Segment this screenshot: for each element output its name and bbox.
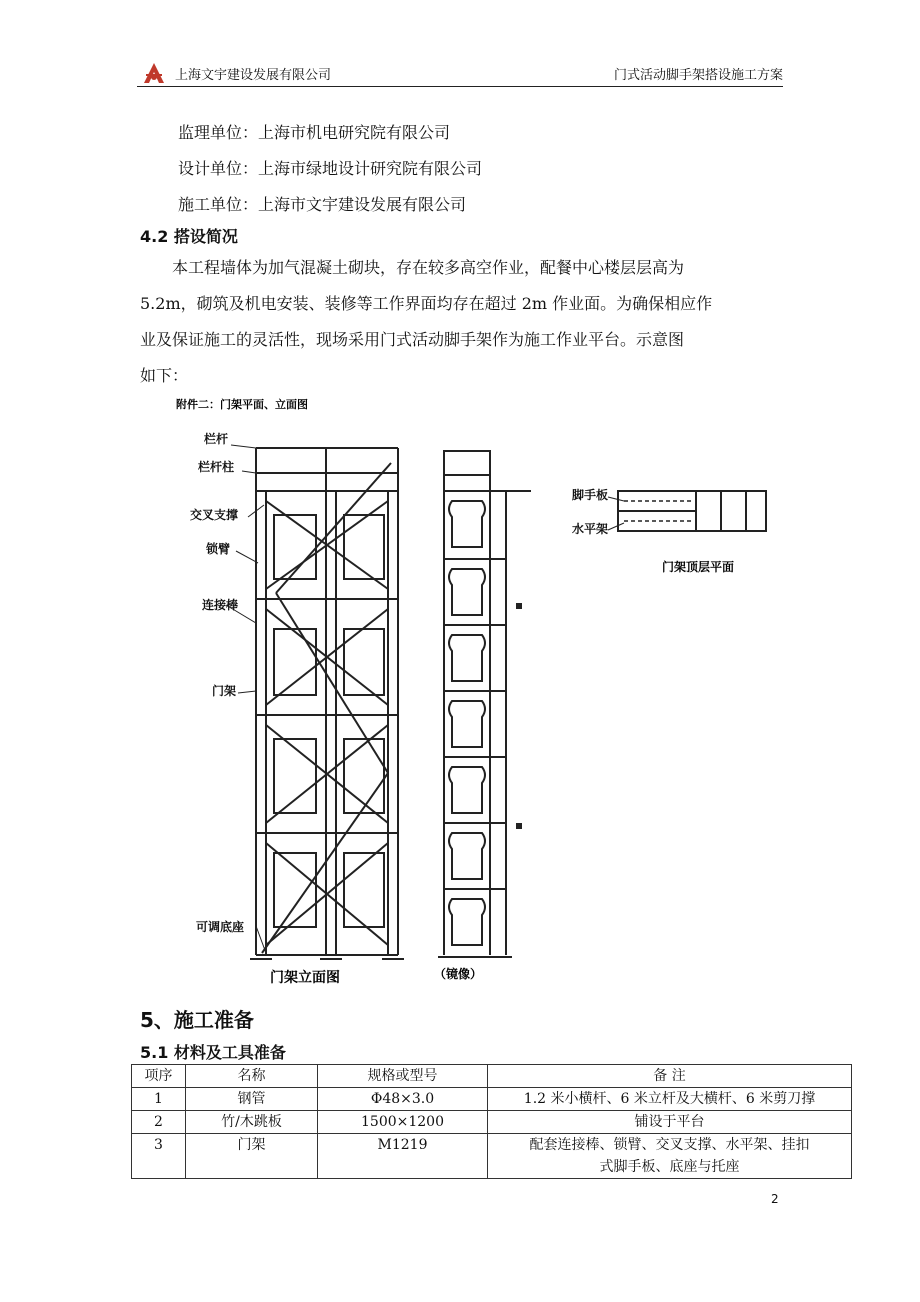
table-header-cell: 项序 bbox=[132, 1065, 186, 1088]
table-cell-spec: Φ48×3.0 bbox=[318, 1088, 488, 1111]
label-cross-brace: 交叉支撑 bbox=[190, 508, 239, 522]
plan-leaders bbox=[608, 497, 624, 530]
table-row bbox=[132, 1111, 852, 1134]
table-cell-name: 竹/木跳板 bbox=[186, 1111, 318, 1134]
table-header-cell: 规格或型号 bbox=[318, 1065, 488, 1088]
section-heading-5-1: 5.1 材料及工具准备 bbox=[140, 1043, 286, 1062]
label-horizontal-frame: 水平架 bbox=[572, 522, 609, 536]
scaffold-figure bbox=[176, 393, 776, 993]
figure-caption-top: 附件二：门架平面、立面图 bbox=[176, 398, 308, 411]
unit-label: 设计单位： bbox=[178, 159, 259, 178]
plan-view-drawing bbox=[618, 491, 766, 531]
section-heading-5: 5、施工准备 bbox=[140, 1008, 254, 1032]
table-cell-spec: 1500×1200 bbox=[318, 1111, 488, 1134]
label-scaffold-board: 脚手板 bbox=[572, 488, 609, 502]
unit-line-supervision bbox=[178, 120, 450, 143]
side-view-drawing bbox=[438, 451, 531, 957]
section-4-2-paragraph bbox=[140, 250, 780, 394]
mirror-caption: （镜像） bbox=[434, 967, 483, 981]
table-cell-no: 1 bbox=[132, 1088, 186, 1111]
table-cell-no: 2 bbox=[132, 1111, 186, 1134]
paragraph-line: 本工程墙体为加气混凝土砌块，存在较多高空作业，配餐中心楼层层高为 bbox=[172, 258, 685, 277]
company-logo-icon bbox=[142, 62, 166, 84]
table-cell-spec: M1219 bbox=[318, 1134, 488, 1179]
paragraph-line: 如下： bbox=[140, 366, 189, 385]
label-adjustable-base: 可调底座 bbox=[196, 920, 245, 934]
page-number: 2 bbox=[771, 1192, 779, 1206]
label-door-frame: 门架 bbox=[212, 684, 237, 698]
table-cell-note: 铺设于平台 bbox=[488, 1111, 852, 1134]
paragraph-line: 业及保证施工的灵活性，现场采用门式活动脚手架作为施工作业平台。示意图 bbox=[140, 330, 685, 349]
unit-line-design bbox=[178, 156, 482, 179]
elevation-drawing bbox=[250, 448, 404, 959]
page-header bbox=[137, 60, 783, 87]
table-cell-name: 钢管 bbox=[186, 1088, 318, 1111]
plan-caption: 门架顶层平面 bbox=[662, 560, 735, 574]
unit-value: 上海市绿地设计研究院有限公司 bbox=[258, 159, 483, 178]
label-connector: 连接棒 bbox=[202, 598, 239, 612]
wall-ties bbox=[516, 603, 522, 829]
header-company: 上海文宇建设发展有限公司 bbox=[175, 68, 332, 83]
table-header-cell: 名称 bbox=[186, 1065, 318, 1088]
table-row bbox=[132, 1088, 852, 1111]
paragraph-line: 5.2m，砌筑及机电安装、装修等工作界面均存在超过 2m 作业面。为确保相应作 bbox=[140, 294, 713, 313]
unit-value: 上海市文宇建设发展有限公司 bbox=[258, 195, 467, 214]
unit-line-construction bbox=[178, 192, 466, 215]
table-cell-name: 门架 bbox=[186, 1134, 318, 1179]
unit-label: 监理单位： bbox=[178, 123, 259, 142]
unit-value: 上海市机电研究院有限公司 bbox=[258, 123, 451, 142]
elevation-caption: 门架立面图 bbox=[270, 970, 340, 986]
table-cell-note: 配套连接棒、锁臂、交叉支撑、水平架、挂扣式脚手板、底座与托座 bbox=[488, 1134, 852, 1179]
section-heading-4-2: 4.2 搭设简况 bbox=[140, 227, 238, 246]
table-row bbox=[132, 1134, 852, 1179]
label-railing-post: 栏杆柱 bbox=[198, 460, 235, 474]
unit-label: 施工单位： bbox=[178, 195, 259, 214]
table-cell-no: 3 bbox=[132, 1134, 186, 1179]
label-railing: 栏杆 bbox=[204, 432, 229, 446]
header-doc-title: 门式活动脚手架搭设施工方案 bbox=[613, 68, 783, 83]
materials-table bbox=[131, 1064, 852, 1179]
table-header-row bbox=[132, 1065, 852, 1088]
table-header-cell: 备 注 bbox=[488, 1065, 852, 1088]
label-lock-arm: 锁臂 bbox=[206, 542, 231, 556]
table-cell-note: 1.2 米小横杆、6 米立杆及大横杆、6 米剪刀撑 bbox=[488, 1088, 852, 1111]
